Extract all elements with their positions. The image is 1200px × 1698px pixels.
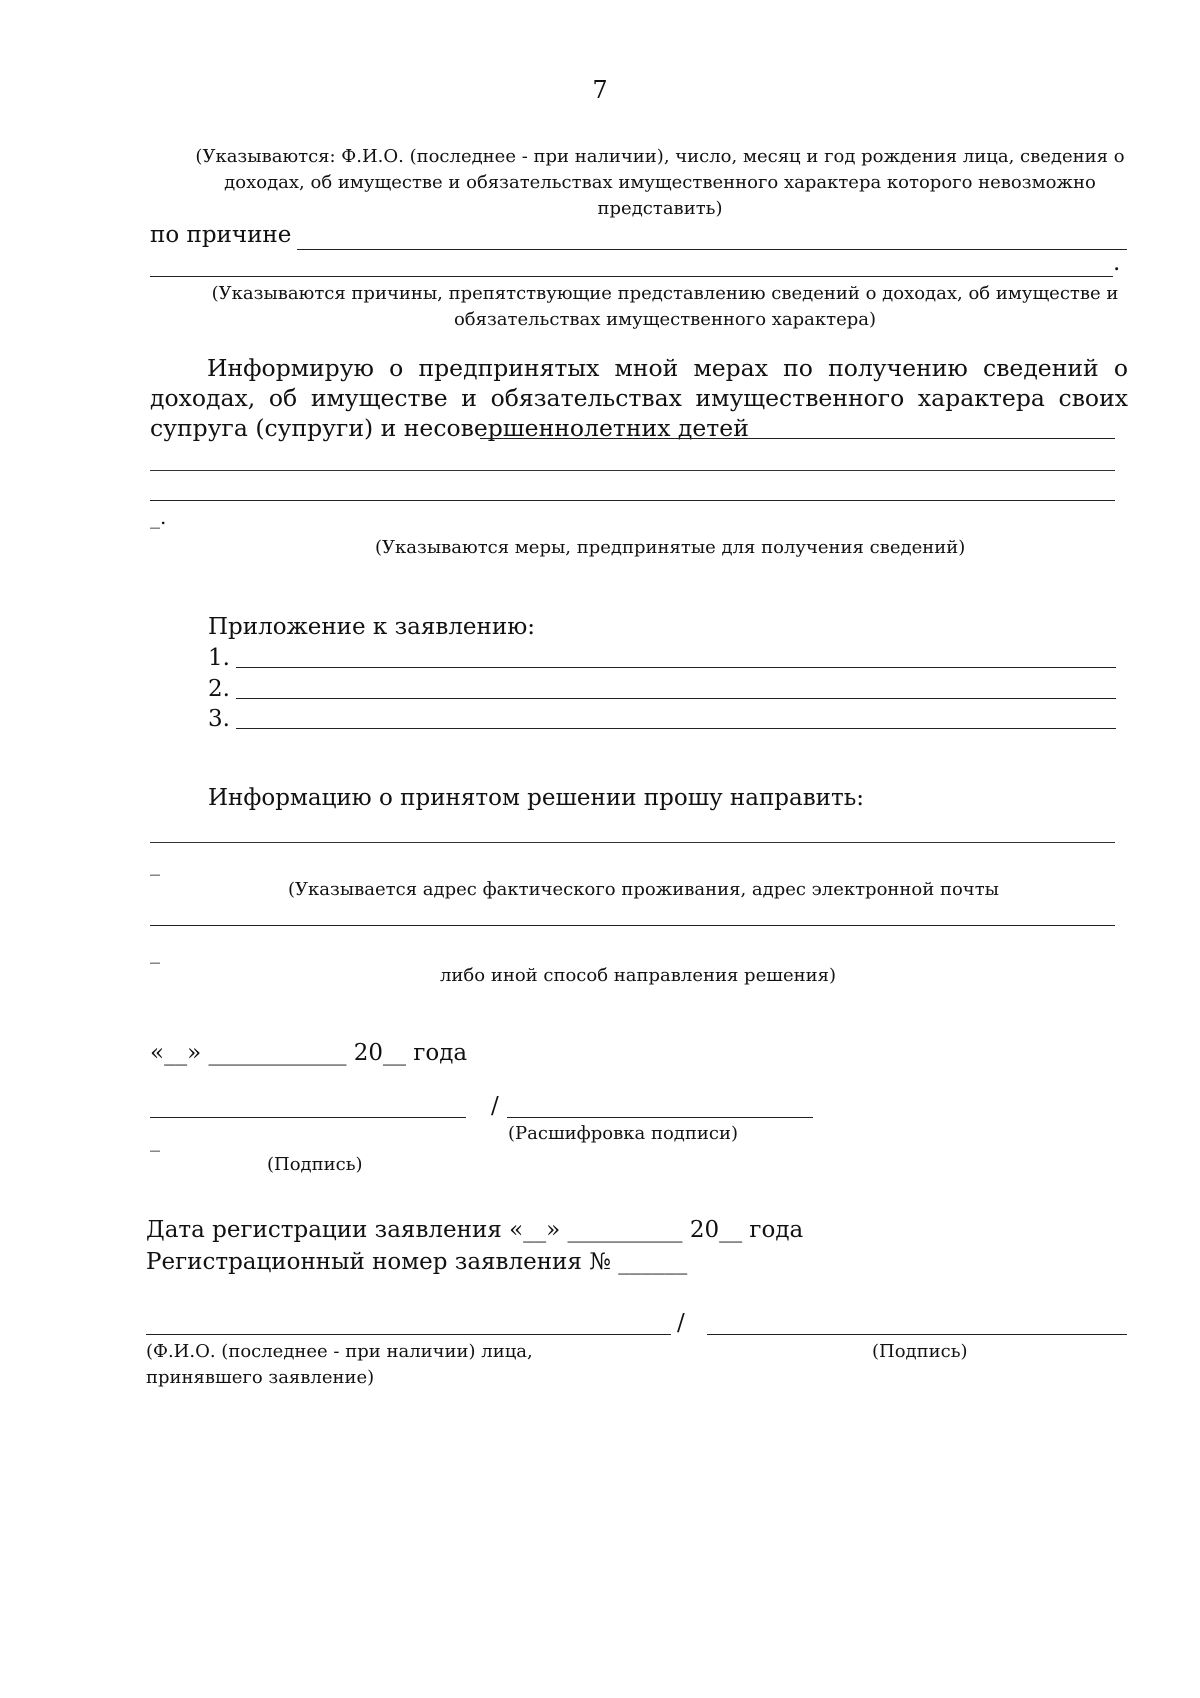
note-reasons: (Указываются причины, препятствующие представлению сведений о доходах, об имуществе и обязательствах имущественного характера): [211, 283, 1119, 330]
measures-line-3[interactable]: [150, 500, 1115, 501]
reason-line-1[interactable]: [297, 249, 1127, 250]
receiver-signature-line[interactable]: [707, 1334, 1127, 1335]
measures-line-1[interactable]: [480, 438, 1115, 439]
decision-dash-2: _: [150, 940, 160, 964]
reason-label: по причине: [150, 222, 292, 248]
attachment-item-3-line[interactable]: [236, 728, 1116, 729]
receiver-fio-line[interactable]: [146, 1334, 671, 1335]
receiver-slash: /: [677, 1310, 685, 1336]
date-line: «__» ____________ 20__ года: [150, 1040, 468, 1066]
signature-dash: _: [150, 1128, 160, 1152]
attachment-item-1-number: 1.: [208, 645, 230, 671]
decision-line-2[interactable]: [150, 925, 1115, 926]
signature-slash: /: [491, 1093, 499, 1119]
signature-line[interactable]: [150, 1117, 466, 1118]
note-receiver-fio: (Ф.И.О. (последнее - при наличии) лица, принявшего заявление): [146, 1341, 533, 1388]
page-number: 7: [592, 76, 608, 104]
reason-period: .: [1113, 250, 1121, 276]
attachment-item-2-line[interactable]: [236, 698, 1116, 699]
inform-paragraph: Информирую о предпринятых мной мерах по получению сведений о доходах, об имуществе и обязательствах имущественного характера своих супруга (супруги) и несовершеннолетних детей: [150, 354, 1128, 442]
decision-line-1[interactable]: [150, 842, 1115, 843]
note-address-2: либо иной способ направления решения): [440, 965, 836, 986]
registration-date: Дата регистрации заявления «__» __________ 20__ года: [146, 1217, 804, 1243]
registration-number: Регистрационный номер заявления № ______: [146, 1249, 688, 1275]
reason-line-2[interactable]: [150, 276, 1113, 277]
signature-decode-line[interactable]: [507, 1117, 813, 1118]
note-measures: (Указываются меры, предпринятые для получения сведений): [375, 537, 966, 558]
attachment-label: Приложение к заявлению:: [208, 614, 535, 640]
note-fio: (Указываются: Ф.И.О. (последнее - при наличии), число, месяц и год рождения лица, сведения о доходах, об имуществе и обязательствах имущественного характера которого невозможно представить): [195, 146, 1125, 219]
note-receiver-signature: (Подпись): [872, 1341, 968, 1362]
attachment-item-1-line[interactable]: [236, 667, 1116, 668]
note-address-1: (Указывается адрес фактического проживания, адрес электронной почты: [288, 879, 999, 900]
note-signature-decode: (Расшифровка подписи): [508, 1123, 738, 1144]
attachment-item-3-number: 3.: [208, 706, 230, 732]
measures-line-2[interactable]: [150, 470, 1115, 471]
decision-label: Информацию о принятом решении прошу направить:: [208, 785, 865, 811]
decision-dash-1: _: [150, 852, 160, 876]
note-signature: (Подпись): [267, 1154, 363, 1175]
measures-dash-period: _.: [150, 505, 167, 529]
attachment-item-2-number: 2.: [208, 676, 230, 702]
